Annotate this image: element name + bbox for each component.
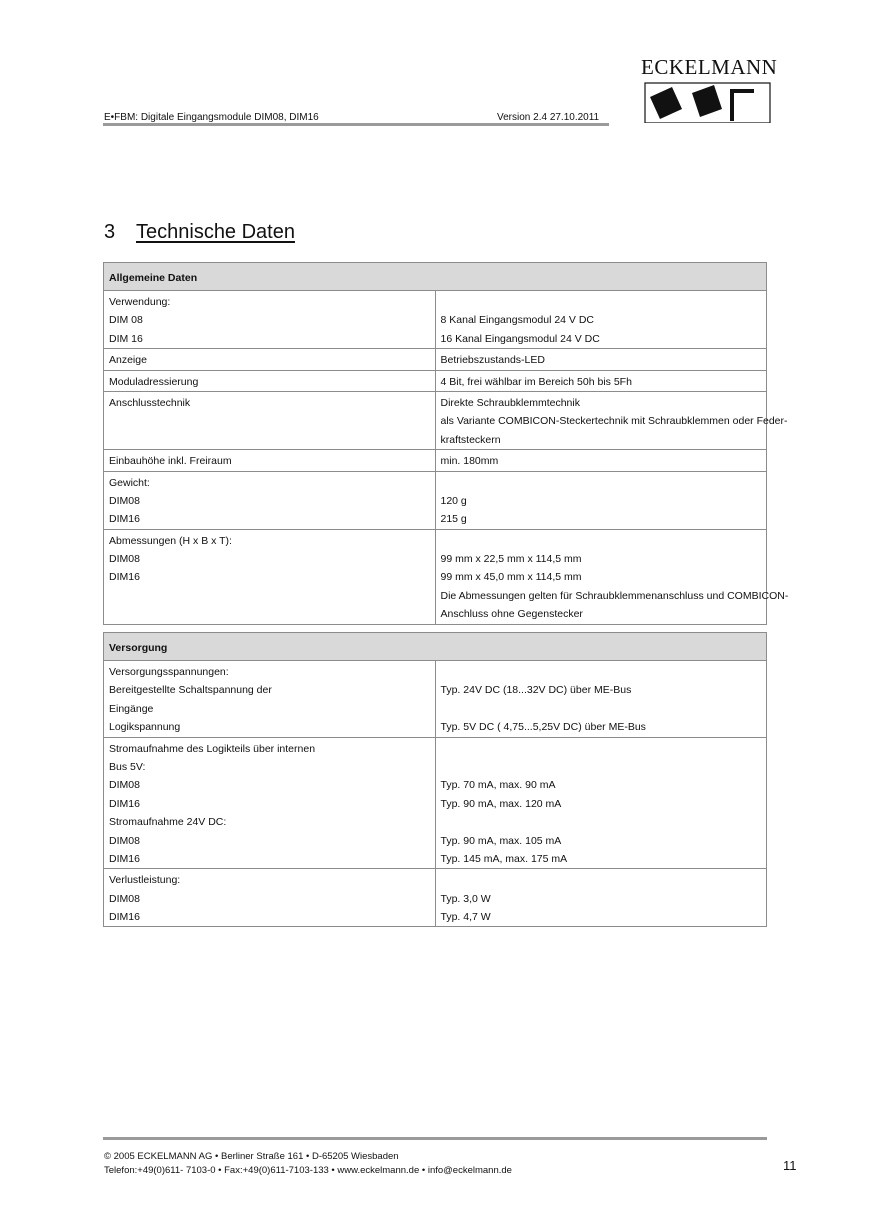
cell-line: Typ. 24V DC (18...32V DC) über ME-Bus	[440, 684, 632, 697]
cell-line: 120 g	[440, 494, 467, 507]
value-cell	[435, 370, 767, 391]
cell-line	[441, 740, 762, 758]
cell-line	[109, 605, 430, 623]
cell-line	[441, 532, 762, 550]
parameter-cell	[104, 869, 436, 927]
footer-address: © 2005 ECKELMANN AG • Berliner Straße 161 • D-65205 Wiesbaden	[104, 1151, 399, 1162]
version-date: Version 2.4 27.10.2011	[497, 112, 600, 123]
cell-line: DIM08	[109, 834, 140, 847]
section-title: Technische Daten	[136, 221, 295, 243]
cell-line	[441, 474, 762, 492]
cell-line: DIM16	[109, 513, 140, 526]
cell-line: DIM16	[109, 852, 140, 865]
parameter-cell	[104, 661, 436, 738]
value-cell	[435, 450, 767, 471]
cell-line: Typ. 5V DC ( 4,75...5,25V DC) über ME-Bus	[440, 721, 646, 734]
cell-line: Abmessungen (H x B x T):	[109, 534, 232, 547]
value-cell	[435, 291, 767, 349]
cell-line	[109, 431, 430, 449]
cell-line: min. 180mm	[440, 455, 499, 468]
table-row	[104, 291, 767, 349]
cell-line	[109, 587, 430, 605]
cell-line: Typ. 70 mA, max. 90 mA	[440, 779, 556, 792]
cell-line: Einbauhöhe inkl. Freiraum	[109, 455, 232, 468]
cell-line: 99 mm x 45,0 mm x 114,5 mm	[440, 571, 582, 584]
cell-line: Typ. 3,0 W	[440, 892, 491, 905]
cell-line: Typ. 90 mA, max. 105 mA	[440, 834, 562, 847]
value-cell	[435, 391, 788, 449]
cell-line: Typ. 4,7 W	[440, 911, 491, 924]
parameter-cell	[104, 471, 436, 529]
cell-line: Verlustleistung:	[109, 874, 181, 887]
cell-line	[441, 700, 762, 718]
table-heading: Versorgung	[104, 633, 767, 661]
cell-line: DIM 16	[109, 332, 143, 345]
table-row	[104, 450, 767, 471]
parameter-cell	[104, 737, 436, 869]
value-cell	[435, 737, 767, 869]
table-row	[104, 391, 767, 449]
table-heading: Allgemeine Daten	[104, 263, 767, 291]
cell-line: Eingänge	[109, 702, 154, 715]
cell-line	[441, 758, 762, 776]
cell-line: Anschlusstechnik	[109, 396, 191, 409]
cell-line: DIM 08	[109, 314, 143, 327]
cell-line: Bereitgestellte Schaltspannung der	[109, 684, 272, 697]
footer-contact: Telefon:+49(0)611- 7103-0 • Fax:+49(0)611-7103-133 • www.eckelmann.de • info@eckelmann.de	[104, 1165, 512, 1176]
cell-line: Bus 5V:	[109, 760, 146, 773]
cell-line: Versorgungsspannungen:	[109, 666, 229, 678]
cell-line: DIM08	[109, 553, 140, 566]
cell-line: DIM16	[109, 797, 140, 810]
cell-line: Verwendung:	[109, 296, 171, 308]
cell-line	[441, 813, 762, 831]
cell-line: DIM16	[109, 911, 140, 924]
table-row	[104, 471, 767, 529]
cell-line: Logikspannung	[109, 721, 181, 734]
table-row	[104, 349, 767, 370]
cell-line: als Variante COMBICON-Steckertechnik mit Schraubklemmen oder Feder-	[440, 415, 788, 428]
cell-line: DIM16	[109, 571, 140, 584]
cell-line: 215 g	[440, 513, 467, 526]
cell-line: Typ. 90 mA, max. 120 mA	[440, 797, 562, 810]
parameter-cell	[104, 291, 436, 349]
value-cell	[435, 349, 767, 370]
cell-line: DIM08	[109, 892, 140, 905]
value-cell	[435, 471, 767, 529]
cell-line: Direkte Schraubklemmtechnik	[440, 396, 580, 409]
document-title: E•FBM: Digitale Eingangsmodule DIM08, DIM16	[104, 112, 319, 123]
cell-line	[441, 871, 762, 889]
parameter-cell	[104, 349, 436, 370]
supply-table	[103, 632, 767, 927]
cell-line: Typ. 145 mA, max. 175 mA	[440, 852, 568, 865]
cell-line: 4 Bit, frei wählbar im Bereich 50h bis 5Fh	[440, 375, 632, 388]
table-row	[104, 869, 767, 927]
parameter-cell	[104, 370, 436, 391]
table-row	[104, 370, 767, 391]
footer-rule	[103, 1137, 767, 1140]
cell-line: Betriebszustands-LED	[440, 354, 545, 367]
cell-line: 8 Kanal Eingangsmodul 24 V DC	[440, 314, 595, 327]
cell-line	[441, 293, 762, 311]
cell-line	[109, 412, 430, 430]
cell-line: Stromaufnahme 24V DC:	[109, 816, 227, 829]
general-data-table	[103, 262, 789, 625]
cell-line: Die Abmessungen gelten für Schraubklemmenanschluss und COMBICON-	[440, 589, 789, 602]
value-cell	[435, 869, 767, 927]
section-heading	[104, 221, 295, 244]
section-number: 3	[104, 221, 116, 243]
parameter-cell	[104, 391, 436, 449]
cell-line: Anschluss ohne Gegenstecker	[440, 608, 583, 621]
cell-line	[441, 663, 762, 681]
table-row	[104, 737, 767, 869]
cell-line: Moduladressierung	[109, 375, 199, 388]
table-row	[104, 661, 767, 738]
cell-line: Stromaufnahme des Logikteils über internen	[109, 742, 316, 755]
page-number: 11	[783, 1158, 797, 1173]
cell-line: 99 mm x 22,5 mm x 114,5 mm	[440, 553, 582, 566]
header-rule	[103, 123, 609, 126]
cell-line: Anzeige	[109, 354, 147, 367]
table-row	[104, 529, 767, 624]
parameter-cell	[104, 450, 436, 471]
eckelmann-logo	[641, 55, 778, 125]
cell-line: DIM08	[109, 779, 140, 792]
logo-wordmark: ECKELMANN	[641, 55, 778, 79]
cell-line: DIM08	[109, 494, 140, 507]
value-cell	[435, 529, 789, 624]
cell-line: kraftsteckern	[440, 433, 501, 446]
cell-line: 16 Kanal Eingangsmodul 24 V DC	[440, 332, 600, 345]
parameter-cell	[104, 529, 436, 624]
logo-squares-icon	[644, 79, 771, 123]
value-cell	[435, 661, 767, 738]
cell-line: Gewicht:	[109, 476, 150, 489]
